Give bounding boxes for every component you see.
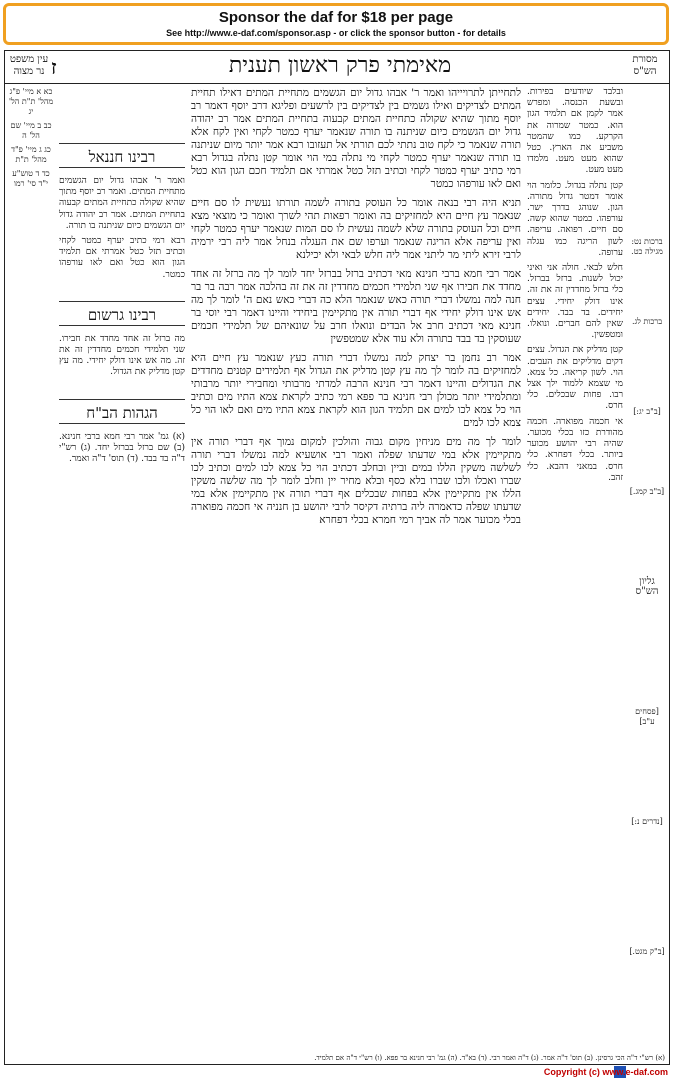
masoret-note: [ב"ק מגט.]: [629, 947, 665, 956]
commentary-heading: רבינו גרשום: [59, 301, 185, 330]
masoret-label: מסורת הש"ס: [632, 54, 658, 77]
gemara-paragraph-4: אמר רב נחמן בר יצחק למה נמשלו דברי תורה כעץ שנאמר עץ חיים היא למחזיקים בה לומר לך מה עץ קטן מדליק את הגדול אף תלמידים קטנים מחדדים את הגדולים והיינו דאמר רבי חנינא הרבה למדתי מרבותי ומחבירי יותר מרבותי ומתלמידי יותר מכולן רבי חנינא בר פפא רמי כתיב לקראת צמא התיו מים וכתיב הוי כל צמא לכו למים אם תלמיד הגון הוא לקראת צמא התיו מים ואם לאו הוי כל צמא לכו למים: [191, 352, 521, 429]
sponsor-title: Sponsor the daf for $18 per page: [218, 9, 454, 26]
tosafot-column: [59, 137, 185, 1051]
rashi-column: [527, 87, 623, 1051]
talmud-page: [4, 50, 670, 1065]
sponsor-banner[interactable]: [3, 3, 669, 45]
rashi-paragraph-2: קטן נתלה בגדול. כלומר הוי אומר דמטר גדול מתורה. הגון. שנוהג בדרך ישר. עורפהו. כמטר שהוא קשה. סם חיים. רפואה. עריפה. לשון הריגה כמו עגלה ערופה.: [527, 180, 623, 258]
ein-mishpat-note: כד ד טוש"ע י"ד סי' רמו: [12, 169, 50, 188]
commentary-paragraph: ואמר ר' אבהו גדול יום הגשמים מתחיית המתים. ואמר רב יוסף מתוך שהיא שקולה כתחיית המתים קבעוה בתחיית המתים. אמר רב יהודה גדול יום הגשמים כיום שניתנה בו תורה.: [59, 176, 185, 231]
copyright-link[interactable]: Copyright (c) www.e-daf.com: [543, 1067, 668, 1077]
rashi-paragraph-1: ובלבד שיודעים בפירות. ובשעת הכנסה. ומפרש אמר לקמן אם תלמיד הגון הוא. כמטר שמרוה את הקרקע. כמו שהמטר משביע את הארץ. כטל שהוא מעט מעט. מלמדו מעט מעט.: [527, 87, 623, 176]
masoret-note: ברכות לג.: [631, 317, 663, 326]
commentary-paragraph: (א) גמ' אמר רבי חמא ברבי חנינא. (ב) שם ברזל בברזל יחד. (ג) רש"י ד"ה בד בבד. (ד) תוס' ד"ה ואמר.: [59, 431, 185, 465]
gemara-paragraph-5: לומר לך מה מים מניחין מקום גבוה והולכין למקום נמוך אף דברי תורה אין מתקיימין אלא במי שדעתו שפלה ואמר רבי אושעיא למה נמשלו דברי תורה לשלשה משקין הללו במים וביין ובחלב דכתיב הוי כל צמא לכו למים וכתיב לכו שברו ואכלו ולכו שברו בלא כסף ובלא מחיר יין וחלב לומר לך מה שלשה משקין הללו אין מתקיימין אלא בפחות שבכלים אף דברי תורה אין מתקיימין אלא במי שדעתו שפלה כדאמרה ליה ברתיה דקיסר לרבי יהושע בן חנניה אי חכמה מפוארה בכלי מכוער אמר לה אביך רמי חמרא בכלי דפחרא: [191, 436, 521, 526]
leaf-number: ז: [51, 55, 57, 79]
rashi-paragraph-4: קטן מדליק את הגדול. עצים דקים מדליקים את העבים. הוי. לשון קריאה. כל צמא. מי שצמא ללמוד ילך אצל רבו. פחות שבכלים. כלי חרס.: [527, 345, 623, 412]
gemara-paragraph-2: תניא היה רבי בנאה אומר כל העוסק בתורה לשמה תורתו נעשית לו סם חיים שנאמר עץ חיים היא למחזיקים בה ואומר רפאות תהי לשרך ואומר כי מוצאי מצא חיים וכל העוסק בתורה שלא לשמה נעשית לו סם המות שנאמר יערף כמטר לקחי ואין עריפה אלא הריגה שנאמר וערפו שם את העגלה בנחל אמר ליה רבי ירמיה לרבי זירא ליתי מר ליתני אמר ליה חלש לבאי ולא יכילנא: [191, 197, 521, 261]
commentary-heading: הגהות הב"ח: [59, 399, 185, 428]
masoret-note: [ב"ב יג:]: [633, 407, 661, 416]
rashi-paragraph-5: אי חכמה מפוארה. חכמה מהודרת כזו בכלי מכוער. שהיה רבי יהושע מכוער ביותר. בכלי דפחרא. כלי חרס. במאני דהבא. כלי זהב.: [527, 416, 623, 483]
ein-mishpat-margin: [7, 87, 55, 207]
rashi-paragraph-3: חלש לבאי. חולה אני ואיני יכול לשנות. ברזל בברזל. כלי ברזל מחדדין זה את זה. אינו דולק יחידי. עצים יחידים. בד בבד. יחידים שאין להם חברים. ונואלו. ומטפשין.: [527, 263, 623, 341]
masoret-note: [נדרים נ:]: [631, 817, 663, 826]
commentary-paragraph: רבא רמי כתיב יערף כמטר לקחי וכתיב תזל כטל אמרתי אם תלמיד הגון הוא כטל ואם לאו עורפהו כמטר.: [59, 236, 185, 280]
masoret-margin: [627, 87, 667, 1051]
page-header: [5, 51, 669, 84]
masoret-note: גליון הש"ס: [635, 576, 659, 597]
page-title: מאימתי פרק ראשון תענית: [228, 53, 452, 78]
commentary-heading: רבינו חננאל: [59, 143, 185, 172]
sponsor-subtitle: See http://www.e-daf.com/sponsor.asp - or click the sponsor button - for details: [166, 28, 506, 38]
ein-mishpat-label: עין משפט נר מצוה: [9, 54, 49, 77]
gemara-paragraph-3: אמר רבי חמא ברבי חנינא מאי דכתיב ברזל בברזל יחד לומר לך מה ברזל זה אחד מחדד את חבירו אף שני תלמידי חכמים מחדדין זה את זה בהלכה אמר רבה בר בר חנה למה נמשלו דברי תורה כאש שנאמר הלא כה דברי כאש נאם ה' לומר לך מה אש אינו דולק יחידי אף דברי תורה אין מתקיימין ביחידי והיינו דאמר רבי יוסי בר חנינא מאי דכתיב חרב אל הבדים ונואלו חרב על שונאיהם של תלמידי חכמים שעוסקין בד בבד בתורה ולא עוד אלא שמטפשין: [191, 268, 521, 345]
gemara-paragraph-1: לתחייתן לתרויייהו ואמר ר' אבהו גדול יום הגשמים מתחיית המתים דאילו תחיית המתים לצדיקים ואילו גשמים בין לצדיקים בין לרשעים ופליגא דרב יוסף דאמר רב יוסף מתוך שהיא שקולה כתחיית המתים קבעוה בתחיית המתים אמר רב יהודה גדול יום הגשמים כיום שניתנה בו תורה שנאמר יערף כמטר לקחי ואין לקח אלא תורה שנאמר כי לקח טוב נתתי לכם תורתי אל תעזובו רבא אמר יותר מיום שניתנה בו תורה שנאמר יערף כמטר לקחי מי נתלה במי הוי אומר קטן נתלה בגדול רבא רמי כתיב יערף כמטר לקחי וכתיב תזל כטל אמרתי אם תלמיד חכם הגון הוא כטל ואם לאו עורפהו כמטר: [191, 87, 521, 190]
commentary-paragraph: מה ברזל זה אחד מחדד את חבירו. שני תלמידי חכמים מחדדין זה את זה. מה אש אינו דולק יחידי. מה עץ קטן מדליק את הגדול.: [59, 333, 185, 378]
ein-mishpat-note: כב ב מיי' שם הל' ה: [10, 121, 52, 140]
masoret-note: [פסחים ע"ב]: [635, 707, 659, 726]
ein-mishpat-note: כג ג מיי' פ"ד מהל' ת"ת: [11, 145, 51, 164]
masoret-note: ברכות נט: מגילה כט.: [631, 237, 663, 256]
ein-mishpat-note: כא א מיי' פ"ג מהל' ת"ת הל' יג: [8, 87, 54, 116]
bottom-notes-line: (א) רש"י ד"ה הכי גרסינן. (ב) תוס' ד"ה אמר. (ג) ד"ה ואמר רבי. (ד) בא"ד. (ה) גמ' רבי חנינא בר פפא. (ו) רש"י ד"ה אם תלמיד.: [314, 1054, 665, 1062]
masoret-note: [ב"ב קמג.]: [629, 487, 665, 496]
gemara-column: [191, 87, 521, 1051]
